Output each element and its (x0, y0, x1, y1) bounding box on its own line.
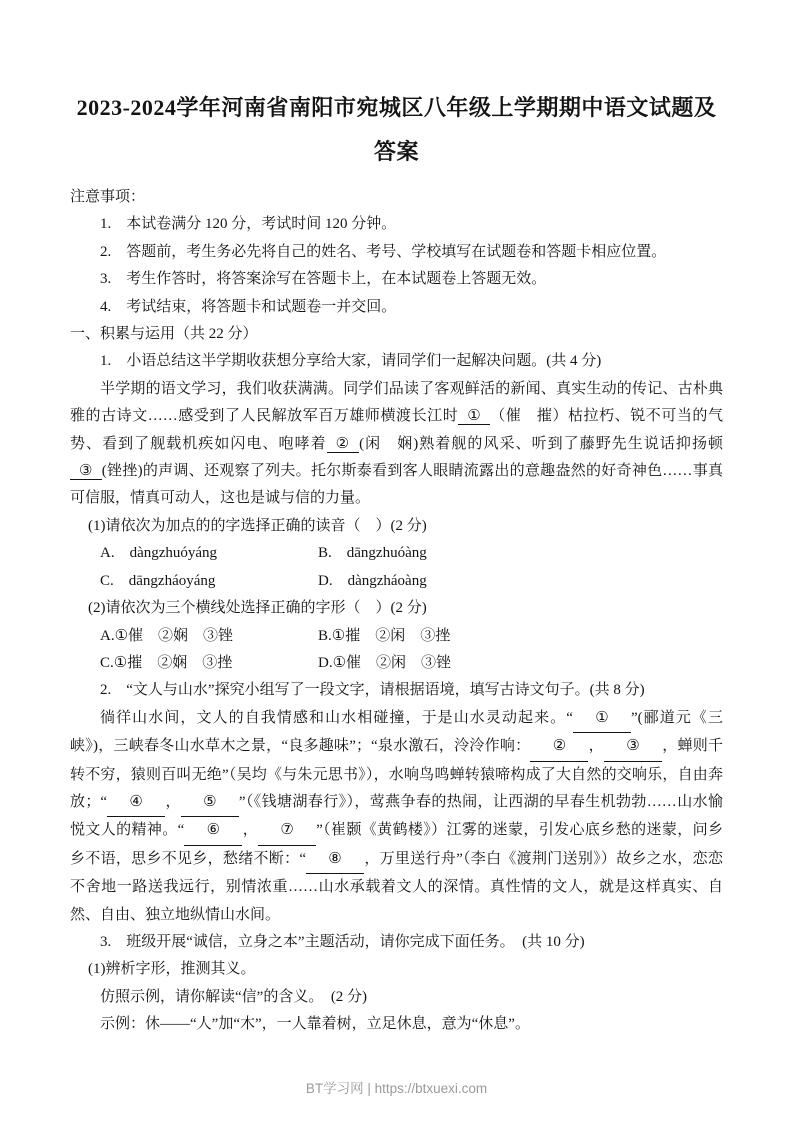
q3-task1-note: 仿照示例，请你解读“信”的含义。 (2 分) (100, 988, 368, 1005)
q3-stem: 3. 班级开展“诚信，立身之本”主题活动，请你完成下面任务。 (共 10 分) (100, 933, 585, 950)
q1-sub1-options-row2 (70, 568, 723, 595)
q2-blank-1: ① (573, 705, 631, 733)
q3-task1: (1)辨析字形，推测其义。 (88, 961, 256, 978)
option-a: A. dàngzhuóyáng (100, 545, 218, 562)
q1-passage-text: (闲 娴)熟着舰的风采、听到了藤野先生说话抑扬顿 (359, 435, 723, 452)
option-c: C.①摧 ②娴 ③挫 (100, 654, 233, 671)
q1-passage-text: （催 摧）枯拉朽、锐不可当的气势、看到了舰载机疾如闪电、咆哮着 (70, 408, 723, 452)
footer-url-link[interactable]: https://btxuexi.com (374, 1081, 488, 1096)
q2-blank-6: ⑥ (184, 817, 242, 845)
q2-passage-text: ，万里送行舟”（李白《渡荆门送别》）故乡之水，恋恋不舍地一路送我远行，别情浓重……山水承载着文人的深情。真性情的文人，就是这样真实、自然、自由、独立地纵情山水间。 (70, 850, 723, 923)
q2-blank-2: ② (530, 733, 588, 761)
q1-sub2-options-row1 (70, 623, 723, 650)
q2-passage (70, 705, 723, 929)
footer-site-label: BT学习网 | (305, 1081, 371, 1096)
q1-blank-3: ③ (70, 463, 102, 480)
q2-blank-5: ⑤ (181, 789, 239, 817)
q2-blank-8: ⑧ (306, 846, 364, 874)
q1-sub1-stem: (1)请依次为加点的的字选择正确的读音（ ）(2 分) (88, 517, 427, 534)
notice-item: 1. 本试卷满分 120 分，考试时间 120 分钟。 (100, 216, 397, 233)
q3-example: 示例：休——“人”加“木”，一人靠着树，立足休息，意为“休息”。 (100, 1016, 530, 1033)
option-d: D.①催 ②闲 ③锉 (318, 654, 452, 671)
option-c: C. dāngzháoyáng (100, 572, 216, 589)
q2-stem: 2. “文人与山水”探究小组写了一段文字，请根据语境，填写古诗文句子。(共 8 分) (100, 682, 645, 699)
q2-passage-text: ”(郦道元《三峡》)，三峡春冬山水草木之景，“良多趣味”；“泉水激石，泠泠作响： (70, 709, 723, 755)
q1-sub2-stem: (2)请依次为三个横线处选择正确的字形（ ）(2 分) (88, 600, 427, 617)
q1-blank-2: ② (327, 436, 360, 453)
notice-item: 4. 考试结束，将答题卡和试题卷一并交回。 (100, 298, 397, 315)
q1-passage-text: (锉挫)的声调、还观察了列夫。托尔斯泰看到客人眼睛流露出的意趣盎然的好奇神色……事真可信服，情真可动人，这也是诚与信的力量。 (70, 463, 723, 507)
q1-passage-text: 半学期的语文学习，我们收获满满。同学们品读了客观鲜活的新闻、真实生动的传记、古朴典雅的古诗文……感受到了人民解放军百万雄师横渡长江时 (70, 380, 723, 425)
q1-sub1-options-row1 (70, 540, 723, 567)
notice-heading: 注意事项： (70, 189, 146, 205)
page-title: 2023-2024学年河南省南阳市宛城区八年级上学期期中语文试题及答案 (76, 95, 717, 164)
q2-passage-text: ， (588, 738, 604, 755)
q2-blank-7: ⑦ (258, 817, 316, 845)
q2-blank-3: ③ (604, 733, 662, 761)
q2-blank-4: ④ (107, 789, 165, 817)
q2-passage-text: ，蝉则千转不穷，猿则百叫无绝”（吴均《与朱元思书》），水响鸟鸣蝉转猿啼构成了大自然的交响乐，自由奔放；“ (70, 738, 723, 810)
q1-stem: 1. 小语总结这半学期收获想分享给大家，请同学们一起解决问题。(共 4 分) (100, 353, 602, 370)
section-heading: 一、积累与运用（共 22 分） (70, 326, 258, 343)
option-a: A.①催 ②娴 ③锉 (100, 627, 234, 644)
option-b: B.①摧 ②闲 ③挫 (318, 627, 451, 644)
q2-passage-text: ， (242, 822, 259, 839)
notice-item: 3. 考生作答时，将答案涂写在答题卡上，在本试题卷上答题无效。 (100, 271, 547, 288)
q1-blank-1: ① (458, 408, 490, 425)
q2-passage-text: ”（崔颢《黄鹤楼》）江雾的迷蒙，引发心底乡愁的迷蒙，问乡乡不语，思乡不见乡，愁绪不断：“ (70, 822, 723, 867)
option-d: D. dàngzháoàng (318, 572, 427, 589)
footer (0, 1077, 793, 1097)
q2-passage-text: ”（《钱塘湖春行》），莺燕争春的热闹，让西湖的早春生机勃勃……山水愉悦文人的精神。“ (70, 793, 723, 839)
q1-passage (70, 376, 723, 513)
q1-sub2-options-row2 (70, 650, 723, 677)
notice-item: 2. 答题前，考生务必先将自己的姓名、考号、学校填写在试题卷和答题卡相应位置。 (100, 243, 667, 260)
option-b: B. dāngzhuóàng (318, 545, 427, 562)
q2-passage-text: 徜徉山水间，文人的自我情感和山水相碰撞，于是山水灵动起来。“ (100, 709, 573, 726)
q2-passage-text: ， (165, 793, 181, 810)
